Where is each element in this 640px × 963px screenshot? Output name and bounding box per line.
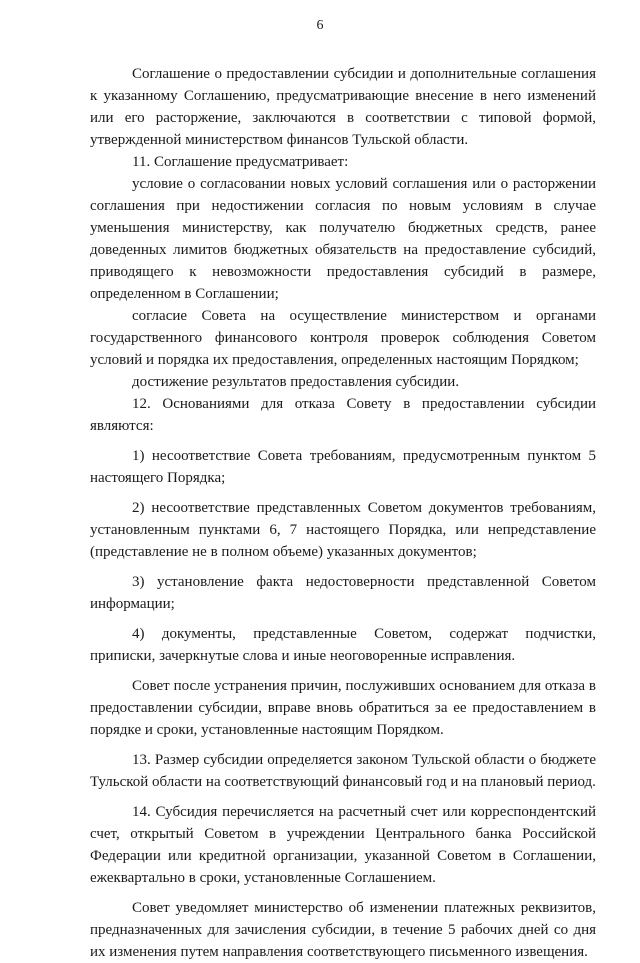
- paragraph-item-11-condition-1: условие о согласовании новых условий соглашения или о расторжении соглашения при недостижении согласия по новым условиям в случае уменьшения министерству, как получателю бюджетных средств, ранее доведенных лимитов бюджетных обязательств на предоставление субсидий, приводящего к невозможности предоставления субсидий в размере, определенном в Соглашении;: [90, 176, 596, 302]
- paragraph-payment-details: Совет уведомляет министерство об изменении платежных реквизитов, предназначенных для зачисления субсидии, в течение 5 рабочих дней со дня их изменения путем направления соответствующего письменного извещения.: [90, 900, 596, 960]
- paragraph-item-11: 11. Соглашение предусматривает:: [132, 154, 349, 170]
- paragraph-item-12-reason-3: 3) установление факта недостоверности представленной Советом информации;: [90, 574, 596, 612]
- paragraph-item-11-condition-3: достижение результатов предоставления субсидии.: [132, 374, 460, 390]
- paragraph-item-14: 14. Субсидия перечисляется на расчетный счет или корреспондентский счет, открытый Советом в учреждении Центрального банка Российской Федерации или кредитной организации, указанной Советом в Соглашении, ежеквартально в сроки, установленные Соглашением.: [90, 804, 596, 886]
- paragraph-item-13: 13. Размер субсидии определяется законом Тульской области о бюджете Тульской области на соответствующий финансовый год и на плановый период.: [90, 752, 596, 790]
- document-body: [90, 63, 596, 963]
- paragraph-item-12-reason-4: 4) документы, представленные Советом, содержат подчистки, приписки, зачеркнутые слова и иные неоговоренные исправления.: [90, 626, 596, 664]
- paragraph-item-12-reason-2: 2) несоответствие представленных Советом документов требованиям, установленным пунктами 6, 7 настоящего Порядка, или непредставление (представление не в полном объеме) указанных документов;: [90, 500, 596, 560]
- paragraph-item-11-condition-2: согласие Совета на осуществление министерством и органами государственного финансового контроля проверок соблюдения Советом условий и порядка их предоставления, определенных настоящим Порядком;: [90, 308, 596, 368]
- paragraph-agreement-form: Соглашение о предоставлении субсидии и дополнительные соглашения к указанному Соглашению, предусматривающие внесение в него изменений или его расторжение, заключаются в соответствии с типовой формой, утвержденной министерством финансов Тульской области.: [90, 66, 596, 148]
- paragraph-item-12: 12. Основаниями для отказа Совету в предоставлении субсидии являются:: [90, 396, 596, 434]
- paragraph-reapply: Совет после устранения причин, послуживших основанием для отказа в предоставлении субсидии, вправе вновь обратиться за ее предоставлением в порядке и сроки, установленные настоящим Порядком.: [90, 678, 596, 738]
- page-number: 6: [316, 18, 324, 33]
- paragraph-item-12-reason-1: 1) несоответствие Совета требованиям, предусмотренным пунктом 5 настоящего Порядка;: [90, 448, 596, 486]
